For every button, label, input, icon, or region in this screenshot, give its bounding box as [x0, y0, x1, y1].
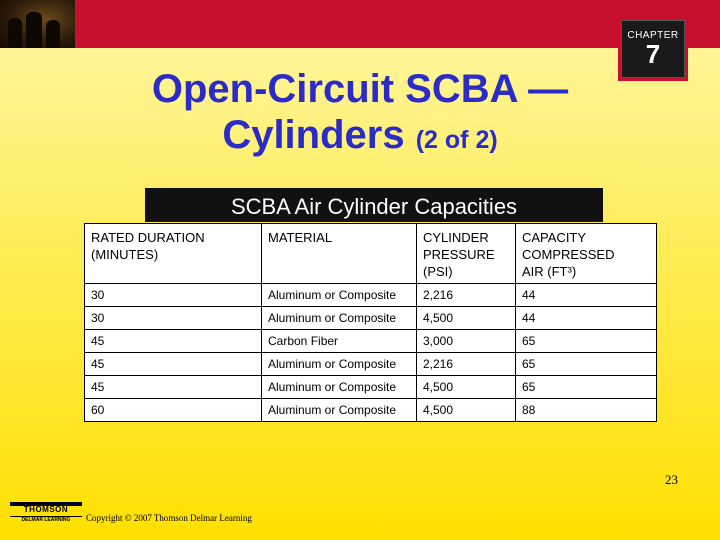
cell-material: Aluminum or Composite [262, 399, 417, 422]
cell-duration: 30 [85, 307, 262, 330]
cell-capacity: 44 [516, 307, 657, 330]
cell-duration: 30 [85, 284, 262, 307]
chapter-number: 7 [645, 39, 661, 69]
slide-title-part: (2 of 2) [415, 126, 498, 154]
table-row [85, 307, 657, 330]
header-material [262, 224, 417, 284]
logo-sub: DELMAR LEARNING [21, 517, 71, 523]
cell-duration: 45 [85, 376, 262, 399]
header-line: CYLINDER [423, 230, 489, 245]
header-line: (PSI) [423, 264, 453, 279]
cell-material: Aluminum or Composite [262, 376, 417, 399]
cell-material: Aluminum or Composite [262, 284, 417, 307]
header-line: RATED DURATION [91, 230, 205, 245]
header-line: MATERIAL [268, 230, 333, 245]
thomson-logo-icon [10, 502, 82, 528]
header-line: AIR (FT³) [522, 264, 577, 279]
cell-material: Aluminum or Composite [262, 307, 417, 330]
cell-material: Aluminum or Composite [262, 353, 417, 376]
table-row [85, 353, 657, 376]
header-line: COMPRESSED [522, 247, 615, 262]
table-row [85, 330, 657, 353]
chapter-badge [621, 20, 685, 78]
cell-duration: 60 [85, 399, 262, 422]
cell-pressure: 3,000 [417, 330, 516, 353]
table-row [85, 376, 657, 399]
table-title: SCBA Air Cylinder Capacities [145, 188, 603, 222]
cell-duration: 45 [85, 330, 262, 353]
slide-title-line1: Open-Circuit SCBA — [151, 67, 569, 111]
table-row [85, 284, 657, 307]
cell-capacity: 65 [516, 353, 657, 376]
header-cylinder-pressure [417, 224, 516, 284]
header-capacity [516, 224, 657, 284]
cell-pressure: 4,500 [417, 307, 516, 330]
slide-title-word: Cylinders [222, 113, 405, 157]
slide-title-line2 [100, 112, 620, 163]
cell-material: Carbon Fiber [262, 330, 417, 353]
header-rated-duration [85, 224, 262, 284]
header-line: CAPACITY [522, 230, 587, 245]
table-row [85, 399, 657, 422]
copyright-text: Copyright © 2007 Thomson Delmar Learning [86, 513, 252, 523]
cell-pressure: 4,500 [417, 399, 516, 422]
top-banner [0, 0, 720, 48]
header-line: (MINUTES) [91, 247, 159, 262]
cell-capacity: 65 [516, 330, 657, 353]
page-number: 23 [665, 472, 678, 487]
header-line: PRESSURE [423, 247, 495, 262]
cell-duration: 45 [85, 353, 262, 376]
cell-capacity: 44 [516, 284, 657, 307]
capacities-table [84, 223, 657, 422]
chapter-label: CHAPTER [627, 30, 679, 41]
table-header-row [85, 224, 657, 284]
logo-brand: THOMSON [23, 505, 69, 514]
cell-pressure: 2,216 [417, 353, 516, 376]
slide-title [100, 66, 620, 163]
cell-pressure: 2,216 [417, 284, 516, 307]
cell-capacity: 88 [516, 399, 657, 422]
cell-capacity: 65 [516, 376, 657, 399]
firefighter-photo-icon [0, 0, 75, 48]
cell-pressure: 4,500 [417, 376, 516, 399]
